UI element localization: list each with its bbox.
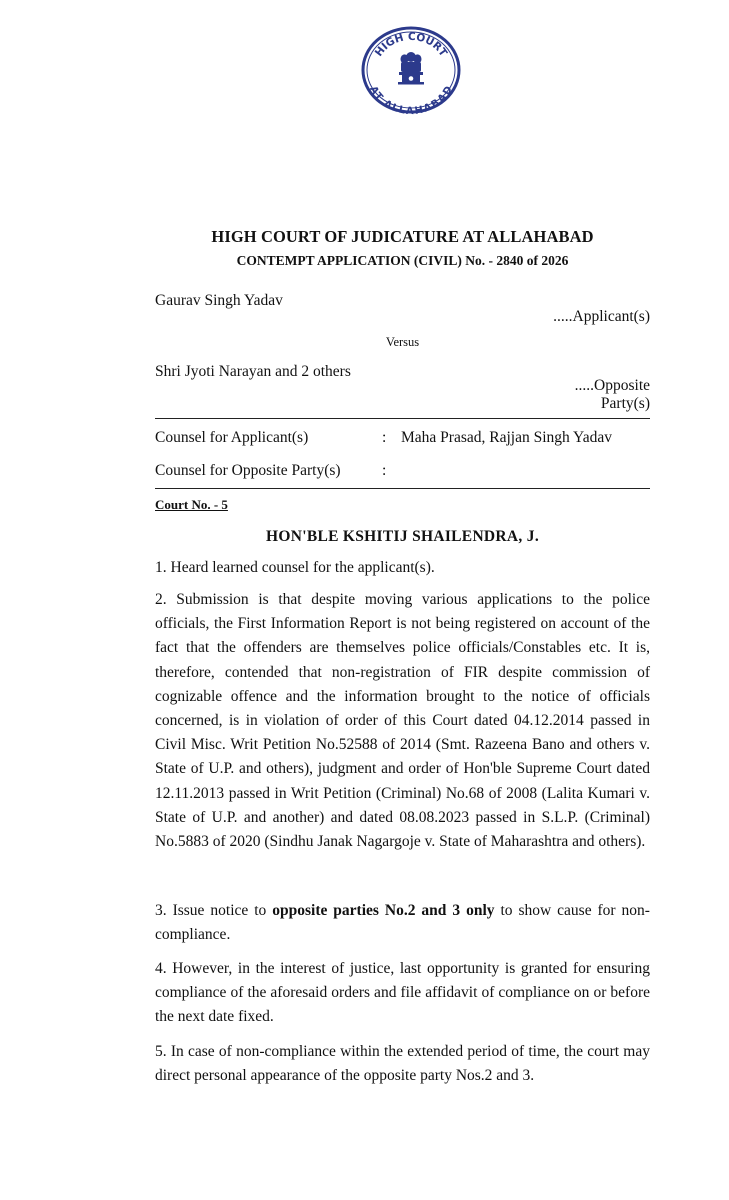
respondent-role-line-2: Party(s) (600, 395, 650, 412)
versus-label: Versus (385, 335, 420, 349)
case-number-heading: CONTEMPT APPLICATION (CIVIL) No. - 2840 of 2026 (236, 253, 569, 268)
paragraph-3 (155, 899, 650, 947)
counsel-applicant-separator: : (382, 429, 387, 446)
judge-name: HON'BLE KSHITIJ SHAILENDRA, J. (266, 528, 539, 545)
court-number: Court No. - 5 (155, 497, 228, 512)
paragraph-3-bold-text: opposite parties No.2 and 3 only (272, 902, 495, 919)
applicant-role: .....Applicant(s) (553, 308, 650, 325)
divider-top (155, 418, 650, 419)
paragraph-4: 4. However, in the interest of justice, last opportunity is granted for ensuring compliance of the aforesaid orders and file affidavit of compliance on or before the next date fixed. (155, 960, 650, 1026)
paragraph-3-text-start: 3. Issue notice to (155, 902, 273, 919)
respondent-name: Shri Jyoti Narayan and 2 others (155, 363, 351, 380)
paragraph-3-text-end: to show cause for non-compliance. (155, 902, 650, 944)
court-heading: HIGH COURT OF JUDICATURE AT ALLAHABAD (211, 227, 594, 246)
applicant-name: Gaurav Singh Yadav (155, 292, 283, 309)
paragraph-5: 5. In case of non-compliance within the extended period of time, the court may direct personal appearance of the opposite party Nos.2 and 3. (155, 1043, 650, 1085)
paragraph-1: 1. Heard learned counsel for the applicant(s). (155, 559, 435, 576)
counsel-opposite-label: Counsel for Opposite Party(s) (155, 462, 341, 479)
paragraph-2: 2. Submission is that despite moving various applications to the police officials, the First Information Report is not being registered on account of the fact that the offenders are themselves police officials/Constables etc. It is, therefore, contended that non-registration of FIR despite commission of cognizable offence and the information brought to the notice of officials concerned, is in violation of order of this Court dated 04.12.2014 passed in Civil Misc. Writ Petition No.52588 of 2014 (Smt. Razeena Bano and others v. State of U.P. and others), judgment and order of Hon'ble Supreme Court dated 12.11.2013 passed in Writ Petition (Criminal) No.68 of 2008 (Lalita Kumari v. State of U.P. and another) and dated 08.08.2023 passed in S.L.P. (Criminal) No.5883 of 2020 (Sindhu Janak Nagargoje v. State of Maharashtra and others). (155, 591, 650, 851)
divider-bottom (155, 488, 650, 489)
emblem-top-text: HIGH COURT (372, 30, 450, 59)
emblem-bottom-text: AT ALLAHABAD (367, 84, 455, 116)
respondent-role-line-1: .....Opposite (574, 377, 650, 394)
high-court-emblem-logo (360, 24, 462, 116)
counsel-applicant-value: Maha Prasad, Rajjan Singh Yadav (401, 429, 612, 446)
counsel-applicant-label: Counsel for Applicant(s) (155, 429, 309, 446)
counsel-opposite-separator: : (382, 462, 387, 479)
